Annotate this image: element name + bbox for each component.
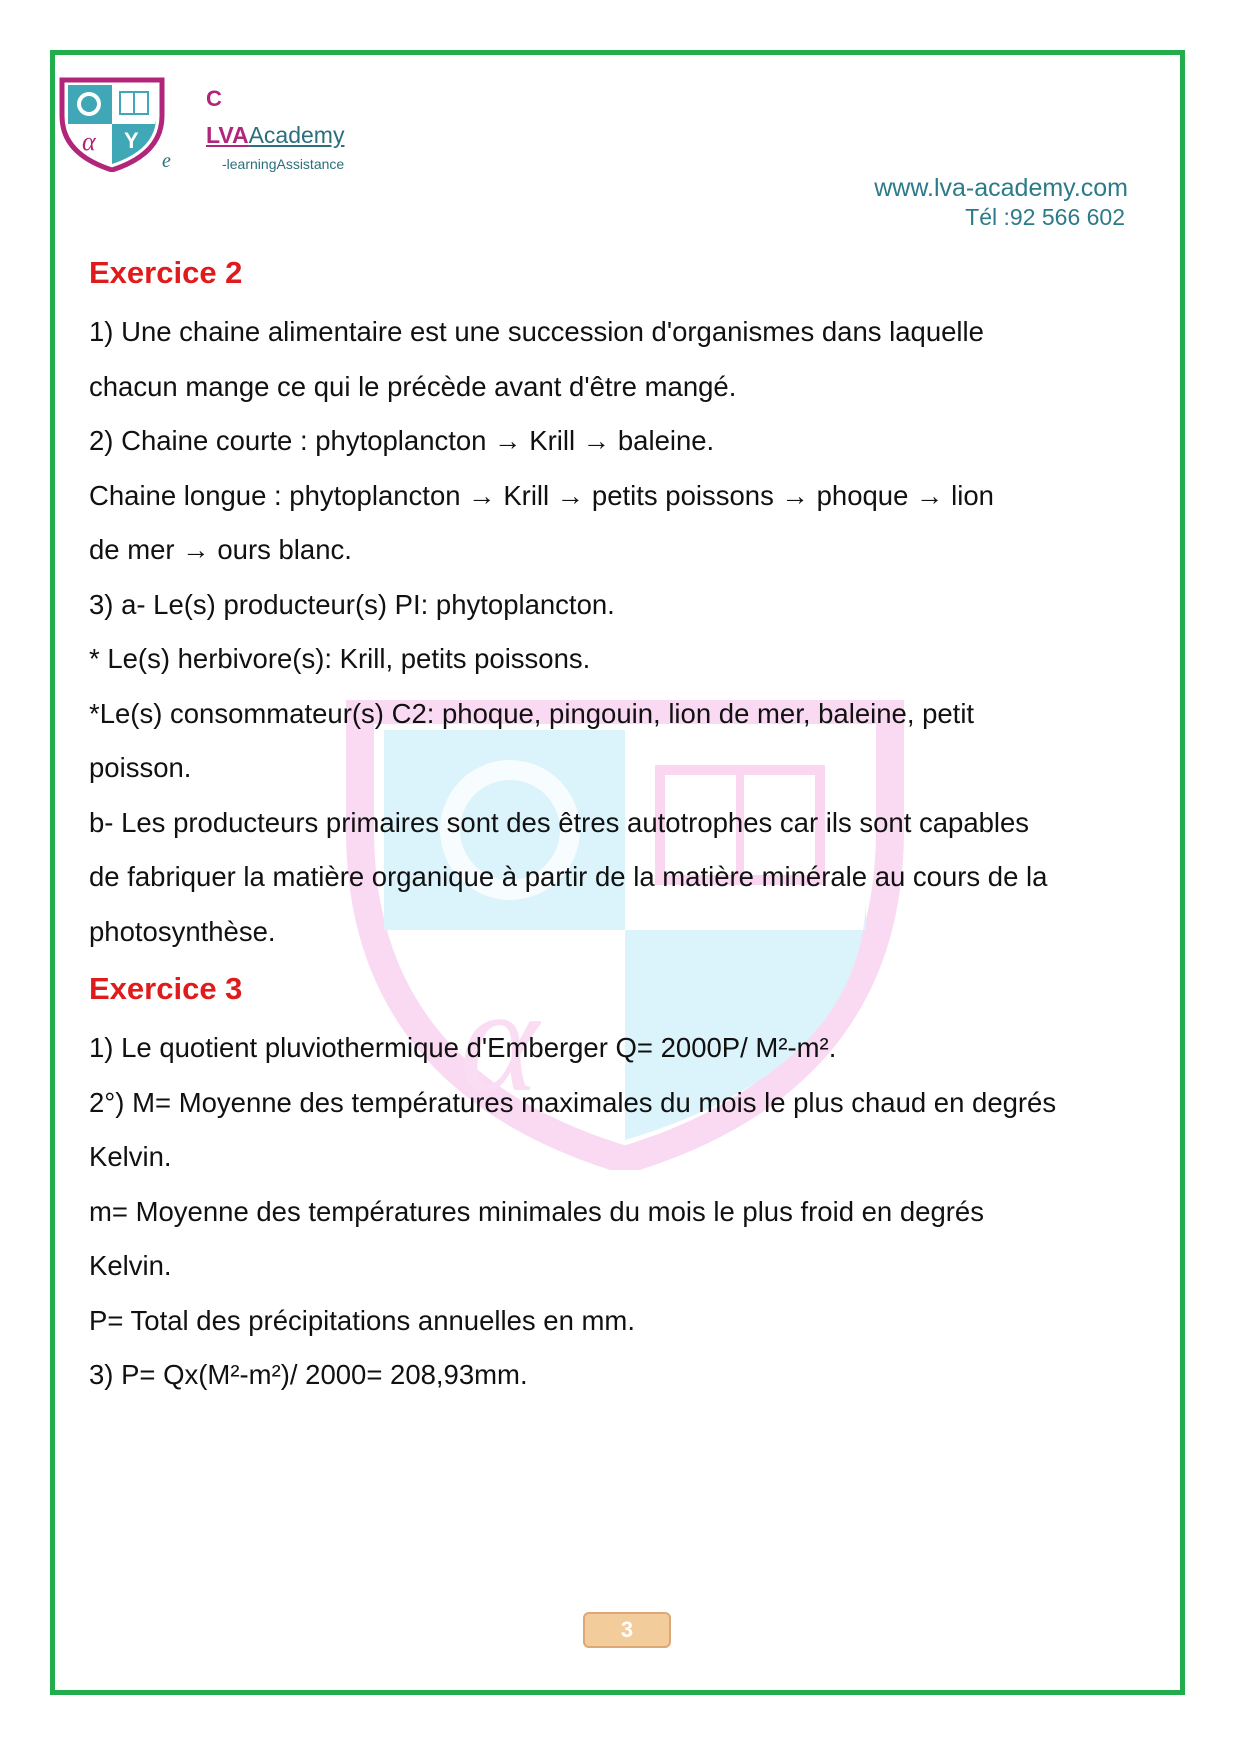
exercise-3-line: Kelvin.: [89, 1250, 172, 1281]
exercise-3-line: Kelvin.: [89, 1141, 172, 1172]
exercise-2-line: * Le(s) herbivore(s): Krill, petits poissons.: [89, 643, 591, 674]
exercise-2-line: de mer → ours blanc.: [89, 534, 352, 565]
exercise-2-line: *Le(s) consommateur(s) C2: phoque, pingouin, lion de mer, baleine, petit: [89, 698, 975, 729]
exercise-3-line: 3) P= Qx(M²-m²)/ 2000= 208,93mm.: [89, 1359, 528, 1390]
exercise-3-line: m= Moyenne des températures minimales du mois le plus froid en degrés: [89, 1196, 984, 1227]
brand-c: C: [206, 86, 222, 111]
brand-tagline: -learningAssistance: [222, 156, 345, 172]
svg-text:α: α: [460, 957, 539, 1123]
brand-academy: Academy: [248, 122, 345, 148]
brand-lva: LVA: [206, 122, 249, 148]
exercise-2-line: photosynthèse.: [89, 916, 276, 947]
exercise-2-line: 1) Une chaine alimentaire est une succession d'organismes dans laquelle: [89, 316, 984, 347]
exercise-2-line: poisson.: [89, 752, 192, 783]
website-link[interactable]: www.lva-academy.com: [874, 174, 1128, 202]
page-number: 3: [583, 1612, 671, 1648]
phone-number: Tél :92 566 602: [965, 204, 1125, 230]
exercise-2-line: Chaine longue : phytoplancton → Krill → petits poissons → phoque → lion: [89, 480, 994, 511]
exercise-2-line: 2) Chaine courte : phytoplancton → Krill → baleine.: [89, 425, 715, 456]
exercise-3-line: 1) Le quotient pluviothermique d'Emberger Q= 2000P/ M²-m².: [89, 1032, 837, 1063]
exercise-2-line: 3) a- Le(s) producteur(s) PI: phytoplancton.: [89, 589, 615, 620]
exercise-3-line: P= Total des précipitations annuelles en mm.: [89, 1305, 635, 1336]
exercise-2-title: Exercice 2: [89, 255, 243, 290]
brand-name: [206, 122, 344, 149]
lva-shield-logo-icon: [58, 76, 166, 172]
exercise-3-line: 2°) M= Moyenne des températures maximales du mois le plus chaud en degrés: [89, 1087, 1057, 1118]
exercise-3-title: Exercice 3: [89, 971, 243, 1006]
exercise-2-line: b- Les producteurs primaires sont des êtres autotrophes car ils sont capables: [89, 807, 1030, 838]
brand-e: e: [162, 150, 171, 172]
svg-text:α: α: [82, 127, 96, 156]
exercise-2-line: chacun mange ce qui le précède avant d'être mangé.: [89, 371, 737, 402]
exercise-2-line: de fabriquer la matière organique à partir de la matière minérale au cours de la: [89, 861, 1048, 892]
svg-text:Y: Y: [124, 128, 139, 153]
